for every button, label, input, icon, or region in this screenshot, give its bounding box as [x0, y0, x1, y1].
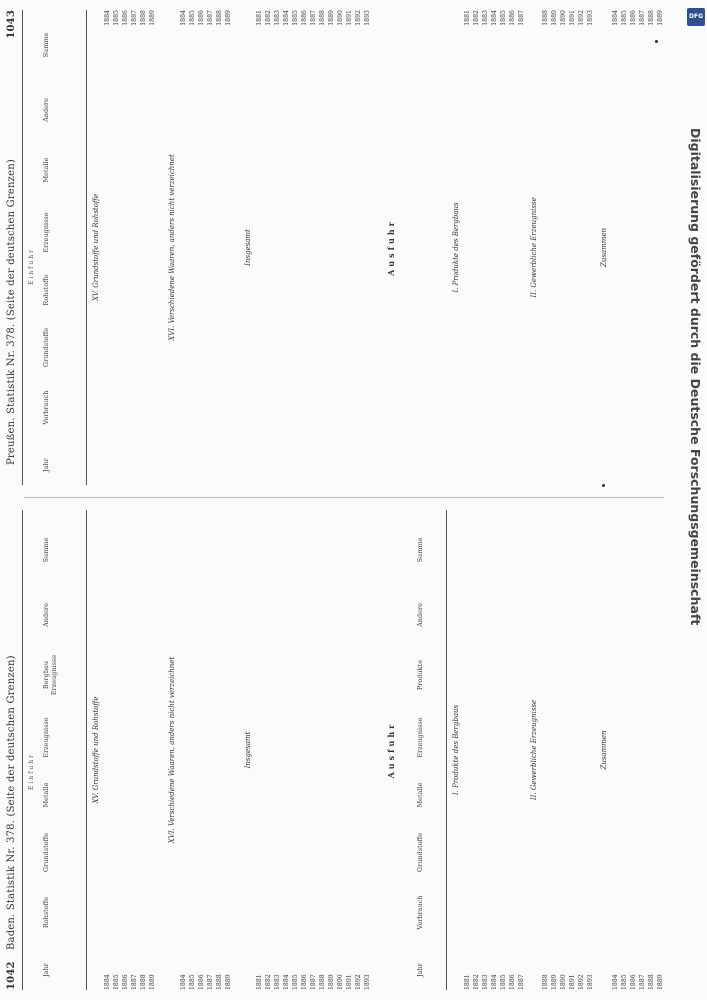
column-header [26, 10, 87, 485]
table-row: 1887 [518, 974, 525, 990]
table-row: 1891 [569, 974, 576, 990]
col-2: Grundstoffe [42, 832, 50, 873]
table-row: 1881 [464, 974, 471, 990]
table-row: 1885 [621, 974, 628, 990]
table-row: 1892 [578, 10, 585, 26]
column-header-2 [402, 510, 447, 990]
table-row: 1891 [346, 974, 353, 990]
section-title: XV. Grundstoffe und Rohstoffe [92, 193, 100, 302]
section-title: Zusammen [600, 227, 608, 268]
table-row: 1888 [216, 974, 223, 990]
table-row: 1886 [509, 10, 516, 26]
table-row: 1884 [491, 10, 498, 26]
col-7: Summe [42, 537, 50, 563]
table-row: 1889 [657, 10, 664, 26]
col-6: Andere [416, 603, 424, 627]
col-2: Grundstoffe [416, 832, 424, 873]
table-row: 1888 [542, 974, 549, 990]
table-row: 1892 [355, 10, 362, 26]
rows [256, 510, 373, 990]
table-row: 1886 [122, 10, 129, 26]
table-row: 1893 [364, 974, 371, 990]
running-head [6, 10, 22, 485]
col-4: Erzeugnisse [42, 717, 50, 758]
col-year: Jahr [416, 963, 424, 977]
table-row: 1891 [569, 10, 576, 26]
rows [104, 510, 158, 990]
column-header [26, 510, 87, 990]
col-3: Metalle [42, 782, 50, 808]
band-label: Einfuhr [28, 753, 35, 790]
rows [104, 10, 158, 485]
col-7: Summe [416, 537, 424, 563]
table-row: 1881 [256, 974, 263, 990]
rows [464, 510, 527, 990]
table-row: 1889 [328, 974, 335, 990]
col-2: Grundstoffe [42, 327, 50, 368]
table-row: 1887 [310, 974, 317, 990]
table-row: 1888 [140, 974, 147, 990]
table-row: 1891 [346, 10, 353, 26]
table-row: 1886 [301, 10, 308, 26]
col-3: Metalle [416, 782, 424, 808]
section-title: II. Gewerbliche Erzeugnisse [530, 699, 538, 801]
page-number: 1042 [6, 961, 17, 990]
col-5: Metalle [42, 157, 50, 183]
table-row: 1889 [225, 10, 232, 26]
table-row: 1890 [560, 10, 567, 26]
section-title: XVI. Verschiedene Waaren, anders nicht verzeichnet [168, 154, 176, 341]
gutter-line [24, 497, 664, 498]
watermark-text: Digitalisierung gefördert durch die Deutsche Forschungsgemeinschaft [688, 128, 703, 626]
table-row: 1884 [283, 974, 290, 990]
rows [542, 10, 596, 485]
col-1: Verbrauch [42, 390, 50, 425]
table-row: 1889 [149, 10, 156, 26]
col-7: Summe [42, 32, 50, 58]
table-row: 1889 [225, 974, 232, 990]
col-4: Erzeugnisse [42, 212, 50, 253]
table-row: 1887 [639, 10, 646, 26]
table-row: 1893 [587, 974, 594, 990]
running-title: Preußen. Statistik Nr. 378. (Seite der deutschen Grenzen) [6, 159, 17, 465]
table-row: 1883 [274, 974, 281, 990]
scan-speck [655, 40, 658, 43]
top-rule [22, 510, 23, 990]
table-row: 1890 [337, 10, 344, 26]
section-title: I. Produkte des Bergbaus [452, 202, 460, 293]
table-row: 1882 [473, 974, 480, 990]
table-row: 1887 [310, 10, 317, 26]
section-title: Insgesamt [244, 731, 252, 769]
table-row: 1884 [283, 10, 290, 26]
rows [612, 10, 666, 485]
rows [180, 10, 234, 485]
table-row: 1885 [113, 10, 120, 26]
table-row: 1884 [612, 974, 619, 990]
rows [256, 10, 373, 485]
table-row: 1887 [131, 10, 138, 26]
table-row: 1889 [149, 974, 156, 990]
table-row: 1885 [189, 974, 196, 990]
dfg-logo-icon: DFG [687, 8, 705, 26]
running-title: Baden. Statistik Nr. 378. (Seite der deutschen Grenzen) [6, 655, 17, 950]
middle-heading: Ausfuhr [386, 721, 396, 779]
table-row: 1885 [113, 974, 120, 990]
table-row: 1889 [328, 10, 335, 26]
table-row: 1887 [207, 974, 214, 990]
section-title: II. Gewerbliche Erzeugnisse [530, 197, 538, 298]
table-row: 1885 [292, 10, 299, 26]
table-row: 1890 [337, 974, 344, 990]
table-row: 1888 [216, 10, 223, 26]
scan-speck [602, 484, 605, 487]
rows [612, 510, 666, 990]
table-row: 1889 [551, 10, 558, 26]
table-row: 1885 [189, 10, 196, 26]
running-head [6, 510, 22, 990]
table-row: 1892 [355, 974, 362, 990]
table-row: 1886 [509, 974, 516, 990]
table-row: 1888 [319, 974, 326, 990]
table-row: 1893 [587, 10, 594, 26]
col-3: Rohstoffe [42, 274, 50, 306]
table-row: 1888 [542, 10, 549, 26]
table-row: 1887 [131, 974, 138, 990]
watermark-strip [686, 0, 707, 1000]
table-row: 1881 [464, 10, 471, 26]
table-row: 1883 [482, 10, 489, 26]
table-row: 1887 [518, 10, 525, 26]
section-title: Insgesamt [244, 229, 252, 266]
table-row: 1889 [657, 974, 664, 990]
section-title: Zusammen [600, 730, 608, 770]
table-row: 1884 [180, 10, 187, 26]
col-5: Produkte [416, 659, 424, 691]
top-rule [22, 10, 23, 485]
table-row: 1888 [140, 10, 147, 26]
table-row: 1887 [639, 974, 646, 990]
table-row: 1893 [364, 10, 371, 26]
rows [180, 510, 234, 990]
table-row: 1883 [482, 974, 489, 990]
table-row: 1886 [301, 974, 308, 990]
col-year: Jahr [42, 458, 50, 472]
rows [542, 510, 596, 990]
middle-heading: Ausfuhr [386, 219, 396, 276]
section-title: XV. Grundstoffe und Rohstoffe [92, 696, 100, 804]
table-row: 1884 [180, 974, 187, 990]
col-6: Andere [42, 98, 50, 122]
section-title: I. Produkte des Bergbaus [452, 704, 460, 796]
rows [464, 10, 527, 485]
table-row: 1882 [265, 10, 272, 26]
table-row: 1884 [491, 974, 498, 990]
table-row: 1889 [551, 974, 558, 990]
col-6: Andere [42, 603, 50, 627]
table-row: 1882 [473, 10, 480, 26]
table-row: 1886 [198, 974, 205, 990]
table-row: 1883 [274, 10, 281, 26]
table-row: 1892 [578, 974, 585, 990]
table-row: 1887 [207, 10, 214, 26]
table-row: 1886 [630, 10, 637, 26]
band-label: Einfuhr [28, 248, 35, 285]
table-row: 1884 [612, 10, 619, 26]
col-year: Jahr [42, 963, 50, 977]
table-row: 1888 [319, 10, 326, 26]
left-page [0, 500, 670, 1000]
table-row: 1886 [122, 974, 129, 990]
col-1: Rohstoffe [42, 896, 50, 929]
table-row: 1885 [500, 10, 507, 26]
table-row: 1885 [500, 974, 507, 990]
table-row: 1881 [256, 10, 263, 26]
table-row: 1884 [104, 974, 111, 990]
table-row: 1884 [104, 10, 111, 26]
table-row: 1882 [265, 974, 272, 990]
section-title: XVI. Verschiedene Waaren, anders nicht verzeichnet [168, 656, 176, 844]
table-row: 1885 [292, 974, 299, 990]
table-row: 1890 [560, 974, 567, 990]
page-number: 1043 [6, 10, 17, 39]
table-row: 1888 [648, 974, 655, 990]
table-row: 1886 [630, 974, 637, 990]
table-row: 1886 [198, 10, 205, 26]
col-5: Bergbau Erzeugnisse [42, 654, 58, 696]
right-page [0, 0, 670, 495]
table-row: 1888 [648, 10, 655, 26]
col-1: Verbrauch [416, 895, 424, 930]
table-row: 1885 [621, 10, 628, 26]
col-4: Erzeugnisse [416, 717, 424, 758]
